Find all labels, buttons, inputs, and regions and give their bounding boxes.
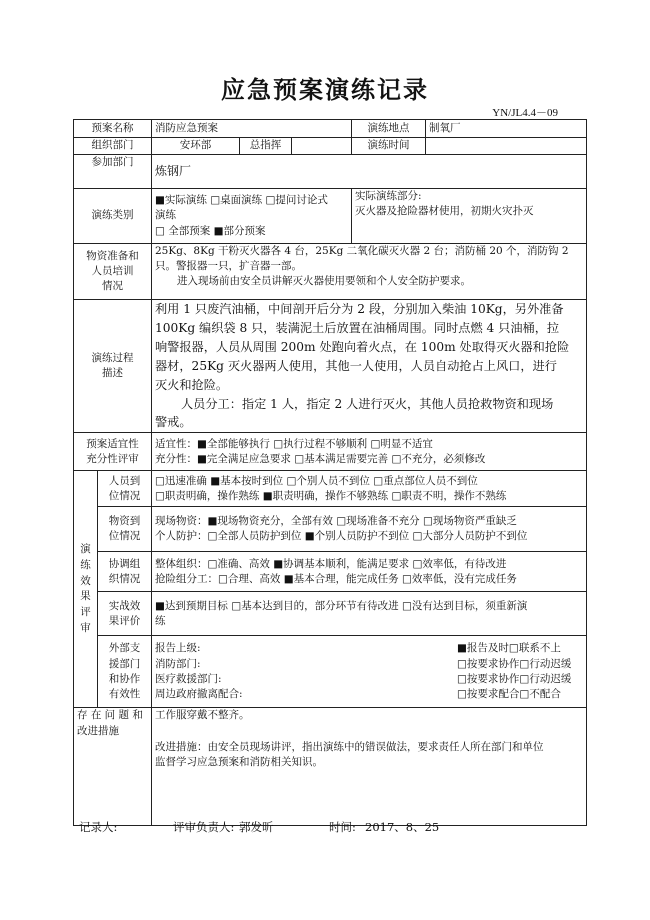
material-label-line2: 人员培训 <box>91 264 134 277</box>
effect-row-personnel <box>74 471 587 507</box>
external-item-status: □按要求配合□不配合 <box>457 688 561 701</box>
effect-coordination-content <box>152 552 587 592</box>
effect-result-content <box>152 592 587 636</box>
suitability-content <box>152 433 587 471</box>
process-label-line2: 描述 <box>102 367 123 380</box>
drill-type-options <box>152 189 352 244</box>
reviewer-name: 郭发昕 <box>239 820 274 834</box>
material-row <box>74 244 587 300</box>
effect-external-content <box>152 636 587 708</box>
process-line: 响警报器，人员从周围 200m 处跑向着火点，在 100m 处取得灭火器和抢险 <box>155 339 570 354</box>
effect-material-label-l1: 物资到 <box>108 515 141 528</box>
effect-material-label <box>98 507 152 552</box>
effect-coordination-line1: 整体组织：□准确、高效 ■协调基本顺利，能满足要求 □效率低，有待改进 <box>155 557 507 570</box>
effect-material-label-l2: 位情况 <box>108 530 141 543</box>
process-row <box>74 300 587 433</box>
process-line: 100Kg 编织袋 8 只，装满泥土后放置在油桶周围。同时点燃 4 只油桶，拉 <box>155 320 560 335</box>
location-value: 制氧厂 <box>426 120 587 138</box>
external-item-name: 周边政府撤离配合: <box>155 688 243 701</box>
external-item-name: 医疗救援部门: <box>155 672 222 685</box>
process-line: 利用 1 只废汽油桶，中间剖开后分为 2 段，分别加入柴油 10Kg，另外准备 <box>155 302 564 316</box>
drill-time-label: 演练时间 <box>352 138 426 155</box>
document-title: 应急预案演练记录 <box>221 76 429 104</box>
effect-coordination-line2: 抢险组分工：□合理、高效 ■基本合理，能完成任务 □效率低，没有完成任务 <box>155 572 517 585</box>
external-item <box>155 641 583 656</box>
drill-record-table <box>73 119 587 826</box>
recorder-label: 记录人: <box>79 820 118 834</box>
effect-personnel-content <box>152 471 587 507</box>
reviewer-label: 评审负责人: <box>173 820 235 834</box>
issues-content <box>152 708 587 826</box>
time-value: 2017、8、25 <box>365 820 440 834</box>
issues-label <box>74 708 152 826</box>
external-item <box>155 687 583 702</box>
effect-coordination-label <box>98 552 152 592</box>
suitability-label-line2: 充分性评审 <box>86 452 139 465</box>
effect-personnel-label-l1: 人员到 <box>108 474 141 487</box>
org-row <box>74 138 587 155</box>
process-label-line1: 演练过程 <box>91 351 134 364</box>
external-item <box>155 672 583 687</box>
issues-row <box>74 708 587 826</box>
document-number: YN/JL4.4－09 <box>492 107 558 119</box>
plan-name-label: 预案名称 <box>74 120 152 138</box>
material-label-line1: 物资准备和 <box>86 249 139 262</box>
participants-row <box>74 155 587 189</box>
effect-personnel-label-l2: 位情况 <box>108 489 141 502</box>
actual-drill-part-value: 灭火器及抢险器材使用，初期火灾扑灭 <box>355 205 534 218</box>
drill-type-line3: □ 全部预案 ■部分预案 <box>155 224 266 237</box>
external-item-name: 消防部门: <box>155 657 201 670</box>
material-label <box>74 244 152 300</box>
effect-personnel-line2: □职责明确，操作熟练 ■职责明确，操作不够熟练 □职责不明，操作不熟练 <box>155 489 507 502</box>
external-item <box>155 657 583 672</box>
drill-type-label: 演练类别 <box>74 189 152 244</box>
effect-row-coordination <box>74 552 587 592</box>
effect-coordination-label-l2: 织情况 <box>108 572 141 585</box>
effect-personnel-label <box>98 471 152 507</box>
measures-line2: 监督学习应急预案和消防相关知识。 <box>155 755 323 768</box>
effect-result-label <box>98 592 152 636</box>
drill-type-row <box>74 189 587 244</box>
commander-value <box>292 138 352 155</box>
suitability-line1: 适宜性：■全部能够执行 □执行过程不够顺利 □明显不适宜 <box>155 437 433 450</box>
effect-coordination-label-l1: 协调组 <box>108 557 141 570</box>
process-line: 警戒。 <box>155 415 192 430</box>
time-label: 时间: <box>329 820 356 834</box>
effect-material-line2: 个人防护：□全部人员防护到位 ■个别人员防护不到位 □大部分人员防护不到位 <box>155 530 528 543</box>
material-label-line3: 情况 <box>102 280 123 293</box>
external-item-status: □按要求协作□行动迟缓 <box>457 672 572 685</box>
effect-external-label-l1: 外部支 <box>108 642 141 655</box>
effect-personnel-line1: □迅速准确 ■基本按时到位 □个别人员不到位 □重点部位人员不到位 <box>155 474 478 487</box>
effect-material-content <box>152 507 587 552</box>
drill-type-line2: 演练 <box>155 209 176 222</box>
issues-text: 工作服穿戴不整齐。 <box>155 709 250 722</box>
process-line: 器材，25Kg 灭火器两人使用，其他一人使用，人员自动抢占上风口，进行 <box>155 358 557 373</box>
org-dept-value: 安环部 <box>152 138 240 155</box>
suitability-label <box>74 433 152 471</box>
process-line: 人员分工：指定 1 人，指定 2 人进行灭火，其他人员抢救物资和现场 <box>181 396 554 411</box>
material-line2: 只。警报器一只，扩音器一部。 <box>155 260 302 273</box>
actual-drill-part <box>352 189 587 244</box>
location-label: 演练地点 <box>352 120 426 138</box>
commander-label: 总指挥 <box>240 138 292 155</box>
participants-value: 炼钢厂 <box>152 155 587 189</box>
external-item-name: 报告上级: <box>155 642 201 655</box>
material-content <box>152 244 587 300</box>
process-content <box>152 300 587 433</box>
effect-external-label-l2: 援部门 <box>108 657 141 670</box>
effect-row-result <box>74 592 587 636</box>
participants-label: 参加部门 <box>74 155 152 189</box>
effect-group-label <box>74 471 98 708</box>
external-item-status: ■报告及时□联系不上 <box>457 642 561 655</box>
actual-drill-part-title: 实际演练部分: <box>355 190 422 202</box>
effect-result-line1: ■达到预期目标 □基本达到目的，部分环节有待改进 □没有达到目标，须重新演 <box>155 599 528 612</box>
effect-result-label-l2: 果评价 <box>108 614 141 627</box>
suitability-line2: 充分性：■完全满足应急要求 □基本满足需要完善 □不充分，必须修改 <box>155 452 486 465</box>
measures-line1: 改进措施：由安全员现场讲评，指出演练中的错误做法，要求责任人所在部门和单位 <box>155 740 544 753</box>
process-label <box>74 300 152 433</box>
org-dept-label: 组织部门 <box>74 138 152 155</box>
effect-external-label-l3: 和协作 <box>108 672 141 685</box>
plan-name-value: 消防应急预案 <box>152 120 352 138</box>
effect-external-label-l4: 有效性 <box>108 688 141 701</box>
suitability-row <box>74 433 587 471</box>
drill-time-value <box>426 138 587 155</box>
issues-label-line2: 改进措施 <box>77 724 119 737</box>
drill-type-line1: ■实际演练 □桌面演练 □提问讨论式 <box>155 194 328 207</box>
plan-row <box>74 120 587 138</box>
effect-result-line2: 练 <box>155 614 166 627</box>
suitability-label-line1: 预案适宜性 <box>86 437 139 450</box>
process-line: 灭火和抢险。 <box>155 377 229 392</box>
footer <box>79 819 599 835</box>
issues-label-line1: 存 在 问 题 和 <box>77 709 143 722</box>
effect-row-material <box>74 507 587 552</box>
effect-result-label-l1: 实战效 <box>108 599 141 612</box>
material-line1: 25Kg、8Kg 干粉灭火器各 4 台，25Kg 二氧化碳灭火器 2 台；消防桶 20 个，消防钩 2 <box>155 245 569 257</box>
effect-group-label-text: 演练效果评审 <box>80 543 91 634</box>
external-item-status: □按要求协作□行动迟缓 <box>457 657 572 670</box>
effect-external-label <box>98 636 152 708</box>
effect-material-line1: 现场物资：■现场物资充分，全部有效 □现场准备不充分 □现场物资严重缺乏 <box>155 515 517 528</box>
effect-row-external <box>74 636 587 708</box>
material-line3: 进入现场前由安全员讲解灭火器使用要领和个人安全防护要求。 <box>177 275 471 288</box>
